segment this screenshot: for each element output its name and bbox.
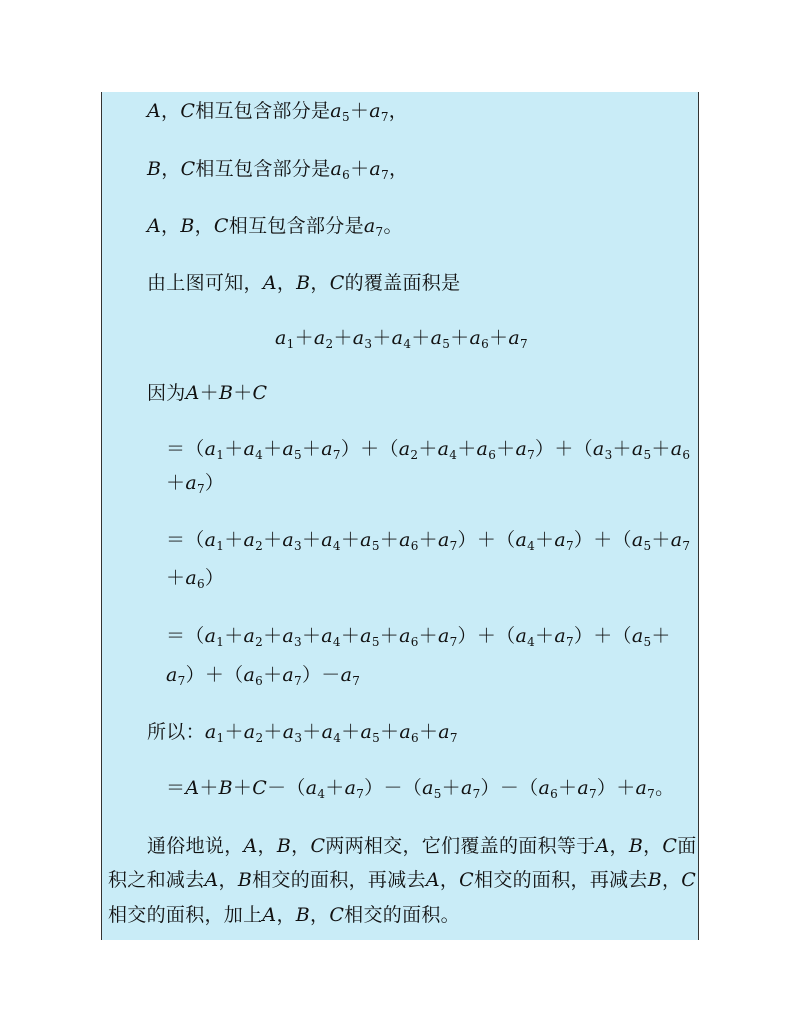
line-1: A，C相互包含部分是$a_5+a_7$， — [147, 100, 409, 124]
line-9: $=(a_1+a_2+a_3+a_4+a_5+a_6+a_7)+(a_4+a_7)+(a_5+a_7$ — [166, 529, 691, 553]
line-5-centered-formula: $a_1+a_2+a_3+a_4+a_5+a_6+a_7$ — [275, 327, 528, 351]
line-14: $=A+B+C-(a_4+a_7)-(a_5+a_7)-(a_6+a_7)+a_7$。 — [166, 777, 675, 801]
line-10: $+a_6$） — [166, 567, 225, 591]
line-3: A，B，C相互包含部分是$a_7$。 — [147, 215, 403, 239]
line-4: 由上图可知，A，B，C的覆盖面积是 — [147, 272, 461, 294]
line-12: $a_7)+(a_6+a_7)-a_7$ — [166, 664, 361, 688]
line-17: 相交的面积，加上A，B，C相交的面积。 — [108, 904, 460, 926]
line-16: 积之和减去A，B相交的面积，再减去A，C相交的面积，再减去B，C — [108, 869, 697, 891]
line-6: 因为A＋B＋C — [147, 382, 268, 404]
line-15: 通俗地说，A，B，C两两相交，它们覆盖的面积等于A，B，C面 — [147, 835, 697, 857]
line-13: 所以：$a_1+a_2+a_3+a_4+a_5+a_6+a_7$ — [147, 721, 458, 745]
line-7: $=(a_1+a_4+a_5+a_7)+(a_2+a_4+a_6+a_7)+(a_3+a_5+a_6$ — [166, 438, 691, 462]
line-11: $=(a_1+a_2+a_3+a_4+a_5+a_6+a_7)+(a_4+a_7)+(a_5+$ — [166, 625, 671, 649]
line-8: $+a_7$） — [166, 472, 225, 496]
line-2: B，C相互包含部分是$a_6+a_7$， — [147, 158, 409, 182]
